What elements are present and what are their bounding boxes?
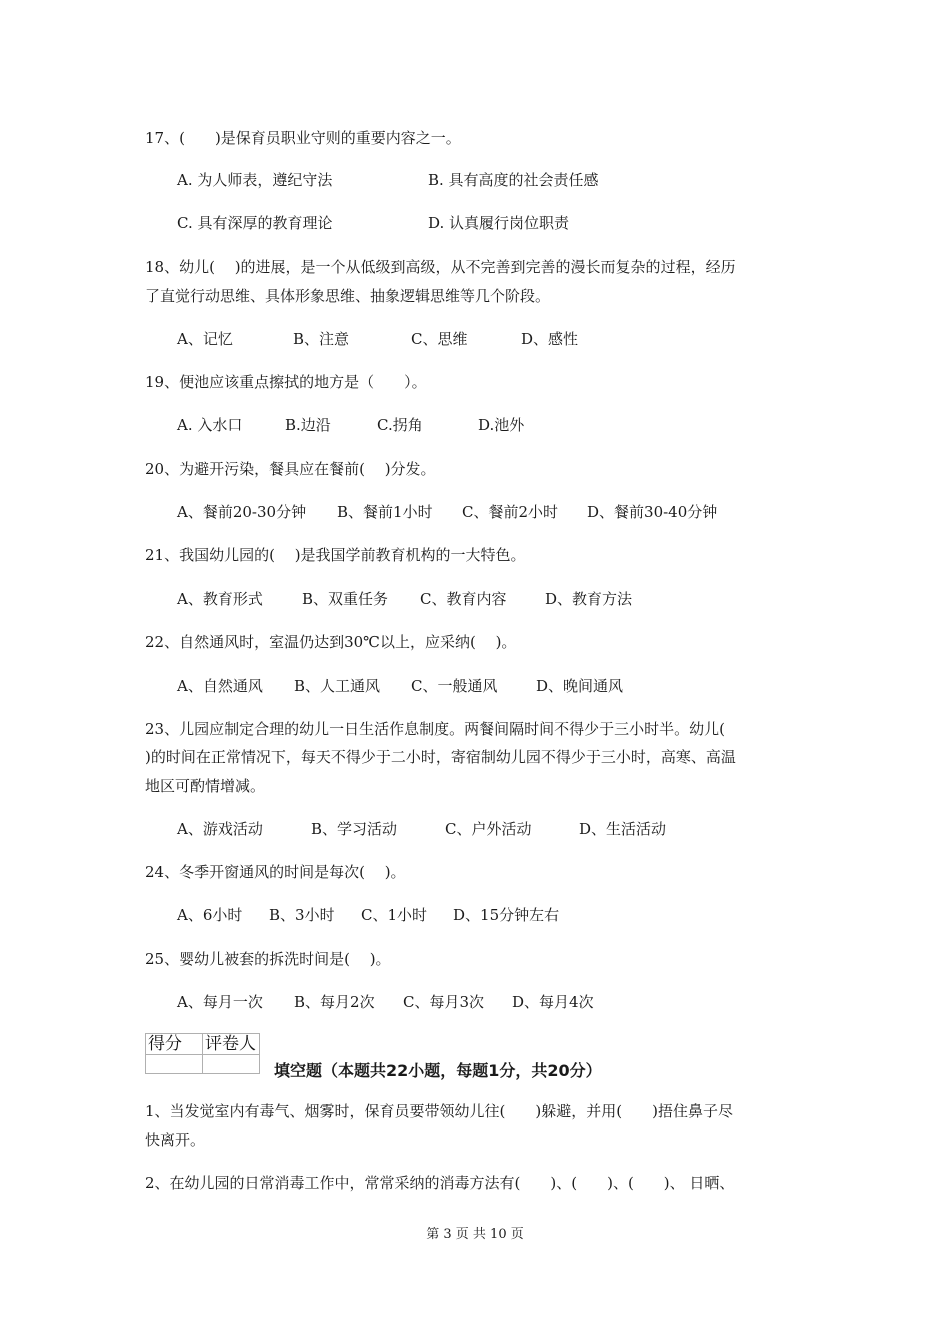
question-18-option-c: C、思维 bbox=[411, 330, 468, 348]
question-25-stem: 25、婴幼儿被套的拆洗时间是( )。 bbox=[145, 950, 391, 968]
question-20-stem: 20、为避开污染，餐具应在餐前( )分发。 bbox=[145, 460, 436, 478]
question-21-option-d: D、教育方法 bbox=[545, 590, 633, 608]
question-18-option-d: D、感性 bbox=[521, 330, 579, 348]
question-25-option-b: B、每月2次 bbox=[294, 993, 375, 1011]
question-22-option-a: A、自然通风 bbox=[177, 677, 263, 695]
question-19-stem: 19、便池应该重点擦拭的地方是（ ）。 bbox=[145, 373, 427, 391]
question-20-option-b: B、餐前1小时 bbox=[337, 503, 433, 521]
fill-question-2-line-1: 2、在幼儿园的日常消毒工作中，常常采纳的消毒方法有( )、( )、( )、 日晒、 bbox=[145, 1174, 735, 1192]
question-18-option-a: A、记忆 bbox=[177, 330, 233, 348]
question-23-option-c: C、户外活动 bbox=[445, 820, 532, 838]
fill-question-1-line-1: 1、当发觉室内有毒气、烟雾时，保育员要带领幼儿往( )躲避，并用( )捂住鼻子尽 bbox=[145, 1102, 733, 1120]
question-18-option-b: B、注意 bbox=[293, 330, 350, 348]
question-24-stem: 24、冬季开窗通风的时间是每次( )。 bbox=[145, 863, 406, 881]
question-25-option-c: C、每月3次 bbox=[403, 993, 485, 1011]
question-25-option-d: D、每月4次 bbox=[512, 993, 594, 1011]
question-19-option-d: D.池外 bbox=[478, 416, 525, 434]
score-label: 得分 bbox=[146, 1034, 203, 1055]
question-23-stem-line-2: )的时间在正常情况下，每天不得少于二小时，寄宿制幼儿园不得少于三小时，高寒、高温 bbox=[145, 748, 736, 766]
question-24-option-b: B、3小时 bbox=[269, 906, 335, 924]
score-box bbox=[145, 1033, 260, 1074]
question-20-option-d: D、餐前30-40分钟 bbox=[587, 503, 718, 521]
question-18-stem-line-1: 18、幼儿( )的进展，是一个从低级到高级，从不完善到完善的漫长而复杂的过程，经历 bbox=[145, 258, 736, 276]
question-17-option-b: B. 具有高度的社会责任感 bbox=[428, 171, 599, 189]
question-19-option-a: A. 入水口 bbox=[177, 416, 243, 434]
question-21-stem: 21、我国幼儿园的( )是我国学前教育机构的一大特色。 bbox=[145, 546, 526, 564]
question-18-stem-line-2: 了直觉行动思维、具体形象思维、抽象逻辑思维等几个阶段。 bbox=[145, 287, 551, 305]
question-21-option-a: A、教育形式 bbox=[177, 590, 263, 608]
fill-question-1-line-2: 快离开。 bbox=[145, 1131, 206, 1149]
question-23-stem-line-3: 地区可酌情增减。 bbox=[145, 777, 266, 795]
question-24-option-d: D、15分钟左右 bbox=[453, 906, 560, 924]
grader-label: 评卷人 bbox=[203, 1034, 260, 1055]
question-17-stem: 17、( )是保育员职业守则的重要内容之一。 bbox=[145, 129, 461, 147]
question-23-option-a: A、游戏活动 bbox=[177, 820, 263, 838]
question-17-option-a: A. 为人师表，遵纪守法 bbox=[177, 171, 333, 189]
grader-cell bbox=[203, 1055, 260, 1074]
question-24-option-c: C、1小时 bbox=[361, 906, 428, 924]
question-23-option-d: D、生活活动 bbox=[579, 820, 667, 838]
question-17-option-d: D. 认真履行岗位职责 bbox=[428, 214, 570, 232]
question-23-option-b: B、学习活动 bbox=[311, 820, 398, 838]
question-21-option-b: B、双重任务 bbox=[302, 590, 389, 608]
question-17-option-c: C. 具有深厚的教育理论 bbox=[177, 214, 333, 232]
question-22-stem: 22、自然通风时，室温仍达到30℃以上，应采纳( )。 bbox=[145, 633, 517, 651]
question-21-option-c: C、教育内容 bbox=[420, 590, 507, 608]
question-20-option-a: A、餐前20-30分钟 bbox=[177, 503, 307, 521]
question-23-stem-line-1: 23、儿园应制定合理的幼儿一日生活作息制度。两餐间隔时间不得少于三小时半。幼儿( bbox=[145, 720, 725, 738]
question-22-option-d: D、晚间通风 bbox=[536, 677, 624, 695]
score-cell bbox=[146, 1055, 203, 1074]
page-footer: 第 3 页 共 10 页 bbox=[426, 1227, 524, 1242]
question-19-option-b: B.边沿 bbox=[285, 416, 331, 434]
section-title: 填空题（本题共22小题，每题1分，共20分） bbox=[274, 1061, 602, 1080]
question-24-option-a: A、6小时 bbox=[177, 906, 243, 924]
question-22-option-c: C、一般通风 bbox=[411, 677, 498, 695]
question-22-option-b: B、人工通风 bbox=[294, 677, 381, 695]
question-20-option-c: C、餐前2小时 bbox=[462, 503, 559, 521]
question-19-option-c: C.拐角 bbox=[377, 416, 423, 434]
question-25-option-a: A、每月一次 bbox=[177, 993, 263, 1011]
